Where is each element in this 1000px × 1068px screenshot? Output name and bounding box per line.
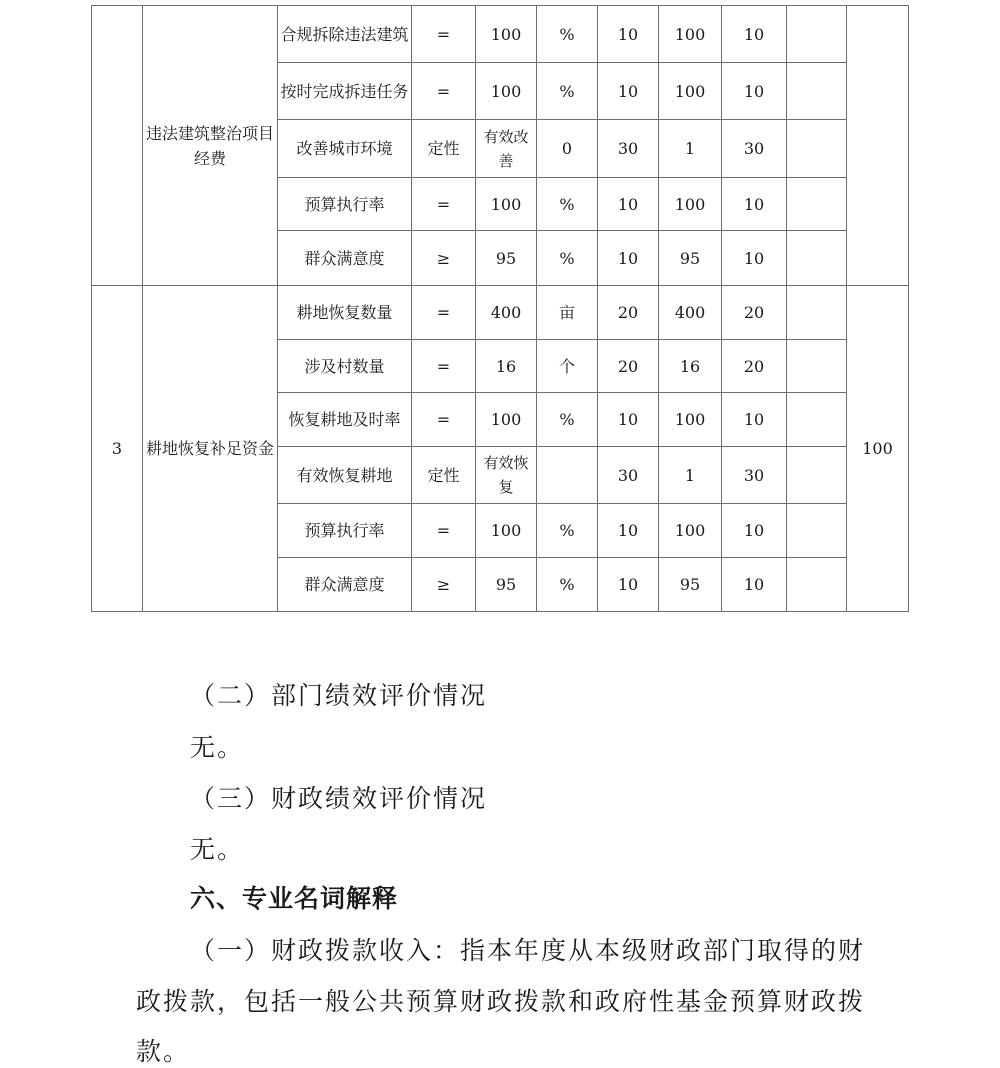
weight-cell: 10 — [598, 231, 659, 286]
blank-cell — [787, 120, 847, 178]
unit-cell: 0 — [537, 120, 598, 178]
actual-cell: 16 — [659, 340, 722, 393]
operator-cell: ≥ — [412, 231, 476, 286]
operator-cell: ≥ — [412, 558, 476, 612]
indicator-cell: 合规拆除违法建筑 — [278, 6, 412, 63]
target-cell: 有效恢复 — [476, 447, 537, 504]
performance-table — [91, 5, 909, 612]
unit-cell: 个 — [537, 340, 598, 393]
blank-cell — [787, 393, 847, 447]
actual-cell: 1 — [659, 447, 722, 504]
glossary-item-line: 款。 — [136, 1037, 191, 1066]
blank-cell — [787, 63, 847, 120]
score-cell: 20 — [722, 286, 787, 340]
glossary-item-line: 政拨款，包括一般公共预算财政拨款和政府性基金预算财政拨 — [136, 987, 866, 1016]
actual-cell: 95 — [659, 231, 722, 286]
actual-cell: 400 — [659, 286, 722, 340]
blank-cell — [787, 447, 847, 504]
weight-cell: 30 — [598, 120, 659, 178]
operator-cell: = — [412, 6, 476, 63]
indicator-cell: 预算执行率 — [278, 178, 412, 231]
score-cell: 10 — [722, 393, 787, 447]
weight-cell: 30 — [598, 447, 659, 504]
indicator-cell: 有效恢复耕地 — [278, 447, 412, 504]
indicator-cell: 恢复耕地及时率 — [278, 393, 412, 447]
target-cell: 有效改善 — [476, 120, 537, 178]
dept-eval-body: 无。 — [190, 733, 245, 762]
table-row — [92, 286, 909, 340]
indicator-cell: 耕地恢复数量 — [278, 286, 412, 340]
indicator-cell: 改善城市环境 — [278, 120, 412, 178]
target-cell: 100 — [476, 393, 537, 447]
score-cell: 10 — [722, 63, 787, 120]
target-cell: 95 — [476, 231, 537, 286]
score-cell: 10 — [722, 178, 787, 231]
unit-cell — [537, 447, 598, 504]
score-cell: 20 — [722, 340, 787, 393]
unit-cell: % — [537, 6, 598, 63]
blank-cell — [787, 178, 847, 231]
actual-cell: 100 — [659, 504, 722, 558]
weight-cell: 10 — [598, 504, 659, 558]
target-cell: 100 — [476, 6, 537, 63]
indicator-cell: 按时完成拆违任务 — [278, 63, 412, 120]
glossary-item-line: （一）财政拨款收入：指本年度从本级财政部门取得的财 — [190, 936, 866, 965]
indicator-cell: 群众满意度 — [278, 231, 412, 286]
score-cell: 30 — [722, 447, 787, 504]
weight-cell: 20 — [598, 340, 659, 393]
actual-cell: 95 — [659, 558, 722, 612]
operator-cell: = — [412, 340, 476, 393]
unit-cell: % — [537, 504, 598, 558]
operator-cell: = — [412, 178, 476, 231]
glossary-heading: 六、专业名词解释 — [190, 884, 399, 913]
table-row — [92, 6, 909, 63]
actual-cell: 100 — [659, 178, 722, 231]
score-cell: 10 — [722, 558, 787, 612]
target-cell: 100 — [476, 63, 537, 120]
project-index-cell — [92, 6, 143, 286]
actual-cell: 100 — [659, 63, 722, 120]
operator-cell: = — [412, 393, 476, 447]
indicator-cell: 预算执行率 — [278, 504, 412, 558]
weight-cell: 10 — [598, 393, 659, 447]
operator-cell: 定性 — [412, 447, 476, 504]
indicator-cell: 涉及村数量 — [278, 340, 412, 393]
blank-cell — [787, 6, 847, 63]
blank-cell — [787, 340, 847, 393]
score-cell: 10 — [722, 231, 787, 286]
actual-cell: 100 — [659, 6, 722, 63]
score-cell: 10 — [722, 6, 787, 63]
target-cell: 95 — [476, 558, 537, 612]
actual-cell: 100 — [659, 393, 722, 447]
operator-cell: 定性 — [412, 120, 476, 178]
fin-eval-heading: （三）财政绩效评价情况 — [190, 784, 488, 813]
unit-cell: 亩 — [537, 286, 598, 340]
unit-cell: % — [537, 558, 598, 612]
actual-cell: 1 — [659, 120, 722, 178]
unit-cell: % — [537, 178, 598, 231]
score-cell: 30 — [722, 120, 787, 178]
dept-eval-heading: （二）部门绩效评价情况 — [190, 681, 488, 710]
blank-cell — [787, 231, 847, 286]
target-cell: 400 — [476, 286, 537, 340]
total-cell: 100 — [847, 286, 909, 612]
operator-cell: = — [412, 286, 476, 340]
blank-cell — [787, 286, 847, 340]
project-name-cell: 违法建筑整治项目经费 — [143, 6, 278, 286]
unit-cell: % — [537, 231, 598, 286]
operator-cell: = — [412, 63, 476, 120]
total-cell — [847, 6, 909, 286]
target-cell: 100 — [476, 504, 537, 558]
weight-cell: 10 — [598, 178, 659, 231]
project-index-cell: 3 — [92, 286, 143, 612]
weight-cell: 10 — [598, 6, 659, 63]
project-name-cell: 耕地恢复补足资金 — [143, 286, 278, 612]
target-cell: 16 — [476, 340, 537, 393]
score-cell: 10 — [722, 504, 787, 558]
unit-cell: % — [537, 393, 598, 447]
weight-cell: 10 — [598, 558, 659, 612]
indicator-cell: 群众满意度 — [278, 558, 412, 612]
weight-cell: 10 — [598, 63, 659, 120]
fin-eval-body: 无。 — [190, 835, 245, 864]
target-cell: 100 — [476, 178, 537, 231]
operator-cell: = — [412, 504, 476, 558]
weight-cell: 20 — [598, 286, 659, 340]
blank-cell — [787, 504, 847, 558]
unit-cell: % — [537, 63, 598, 120]
blank-cell — [787, 558, 847, 612]
